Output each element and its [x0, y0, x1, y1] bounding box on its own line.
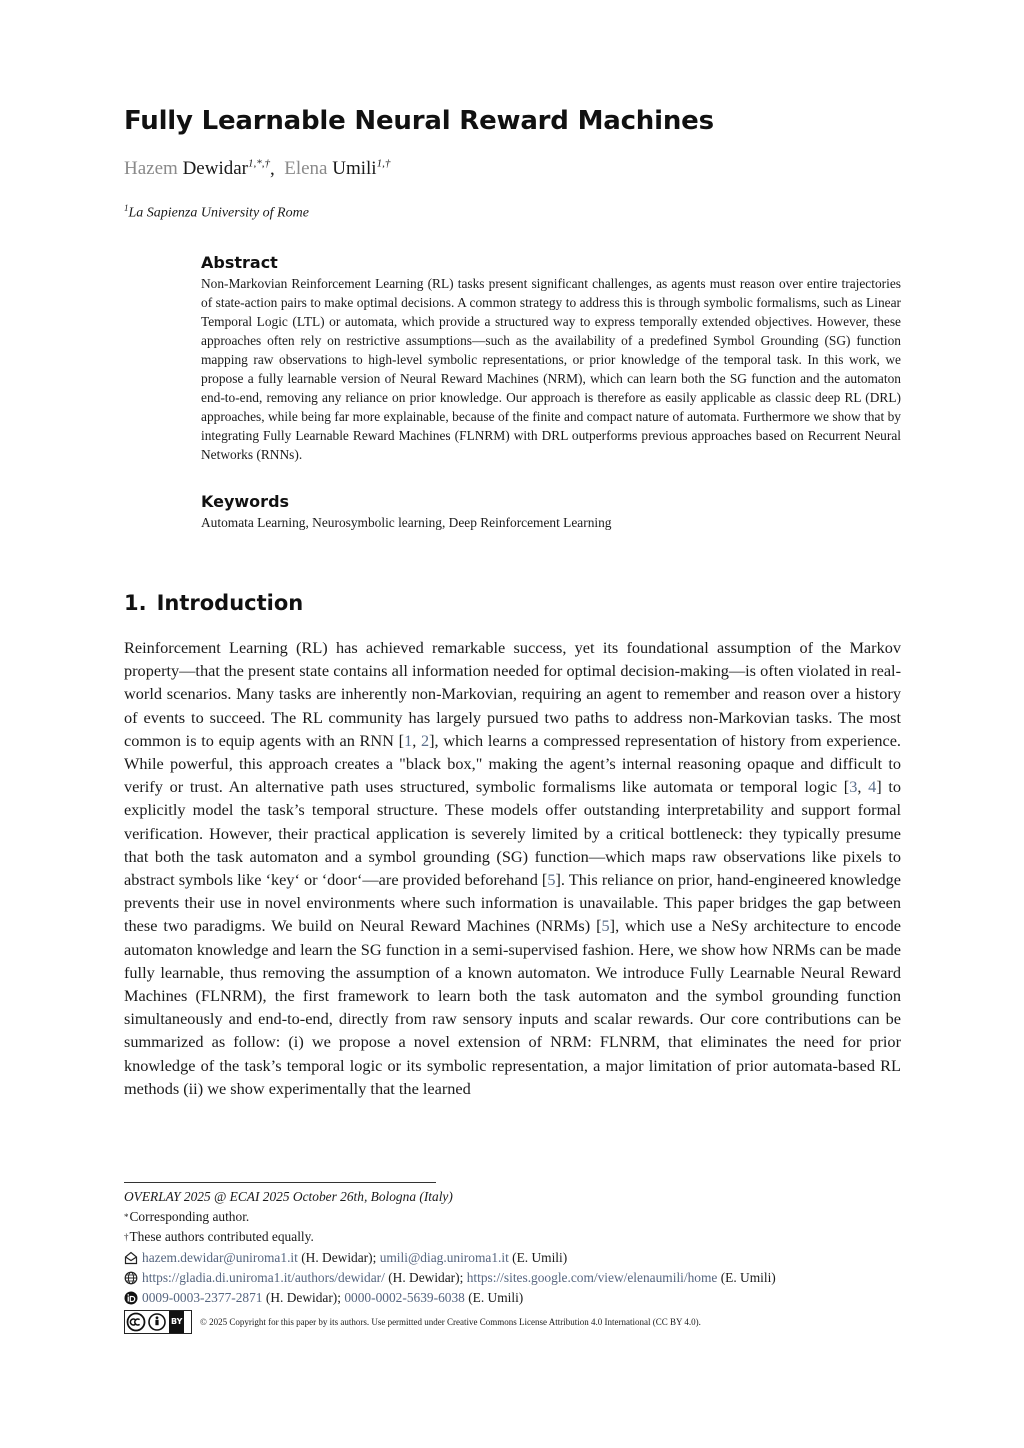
globe-icon: [124, 1271, 138, 1285]
orcid-link[interactable]: 0009-0003-2377-2871: [142, 1290, 263, 1306]
section-number: 1.: [124, 591, 147, 615]
equal-contribution-note: [124, 1227, 904, 1247]
license-row: [124, 1310, 904, 1334]
citation-link[interactable]: 5: [547, 870, 556, 890]
author-marks: 1,†: [376, 158, 391, 170]
abstract-heading: Abstract: [201, 253, 278, 272]
cc-by-badge-icon: [124, 1310, 192, 1334]
email-row: [124, 1248, 904, 1268]
abstract-section: [201, 253, 901, 464]
citation-link[interactable]: 5: [601, 916, 610, 936]
introduction-paragraph: [124, 636, 901, 1100]
citation-link[interactable]: 4: [868, 777, 877, 797]
email-link[interactable]: hazem.dewidar@uniroma1.it: [142, 1249, 298, 1265]
citation-link[interactable]: 3: [849, 777, 858, 797]
cc-logo-icon: [125, 1311, 169, 1333]
corresponding-text: Corresponding author.: [129, 1209, 250, 1225]
author-marks: 1,*,†: [247, 158, 270, 170]
intro-text: ,: [412, 730, 421, 750]
paper-title: Fully Learnable Neural Reward Machines: [124, 106, 714, 136]
orcid-icon: [124, 1291, 138, 1305]
author-list: [124, 158, 390, 180]
intro-text: ,: [857, 777, 869, 797]
cc-by-label: BY: [169, 1311, 184, 1333]
homepage-link[interactable]: https://sites.google.com/view/elenaumili/home: [466, 1269, 718, 1285]
email-owner: (H. Dewidar);: [301, 1249, 377, 1265]
author-separator: ,: [269, 158, 275, 180]
keywords-heading: Keywords: [201, 492, 290, 511]
affiliation: [124, 203, 309, 222]
intro-text: Reinforcement Learning (RL) has achieved remarkable success, yet its foundational assumption of the Markov property—that the present state contains all information needed for optimal decision-making—is often violated in real-world scenarios. Many tasks are inherently non-Markovian, requiring an agent to remember and reason over a history of events to succeed. The RL community has largely pursued two paths to address non-Markovian tasks. The most common is to equip agents with an RNN [: [124, 638, 901, 750]
citation-link[interactable]: 2: [420, 730, 430, 750]
equal-text: These authors contributed equally.: [129, 1229, 314, 1245]
author-1: [124, 158, 270, 179]
footnote-divider: [124, 1182, 436, 1183]
citation-link[interactable]: 1: [404, 730, 413, 750]
email-link[interactable]: umili@diag.uniroma1.it: [379, 1249, 509, 1265]
email-owner: (E. Umili): [512, 1249, 568, 1265]
author-family-name: Umili: [332, 158, 377, 180]
author-family-name: Dewidar: [182, 158, 248, 180]
keywords-section: [201, 492, 901, 532]
abstract-text: Non-Markovian Reinforcement Learning (RL) tasks present significant challenges, as agents must reason over entire trajectories of state-action pairs to make optimal decisions. A common strategy to address this is through symbolic formalisms, such as Linear Temporal Logic (LTL) or automata, which provide a structured way to express temporally extended objectives. However, these approaches often rely on restrictive assumptions—such as the availability of a predefined Symbol Grounding (SG) function mapping raw observations to high-level symbolic representations, or prior knowledge of the temporal task. In this work, we propose a fully learnable version of Neural Reward Machines (NRM), which can learn both the SG function and the automaton end-to-end, removing any reliance on prior knowledge. Our approach is therefore as easily applicable as classic deep RL (DRL) approaches, while being far more explainable, because of the finite and compact nature of automata. Furthermore we show that by integrating Fully Learnable Reward Machines (FLNRM) with DRL outperforms previous approaches based on Recurrent Neural Networks (RNNs).: [201, 276, 901, 462]
license-text: © 2025 Copyright for this paper by its authors. Use permitted under Creative Commons License Attribution 4.0 International (CC BY 4.0).: [200, 1317, 701, 1328]
intro-text: ], which learns a compressed representation of history from experience. While powerful, this approach creates a "black box," making the agent’s internal reasoning opaque and difficult to verify or trust. An alternative path uses structured, symbolic formalisms like automata or temporal logic [: [124, 730, 901, 797]
author-given-name: Elena: [284, 158, 328, 180]
orcid-owner: (E. Umili): [468, 1290, 524, 1306]
intro-text: ], which use a NeSy architecture to encode automaton knowledge and learn the SG function in a semi-supervised fashion. Here, we show how NRMs can be made fully learnable, thus removing the assumption of a known automaton. We introduce Fully Learnable Neural Reward Machines (FLNRM), the first framework to learn both the task automaton and the symbol grounding function simultaneously and end-to-end, directly from raw sensory inputs and scalar rewards. Our core contributions can be summarized as follow: (i) we propose a novel extension of NRM: FLNRM, that eliminates the need for prior knowledge of the task’s temporal logic or its symbolic representation, a major limitation of prior automata-based RL methods (ii) we show experimentally that the learned: [124, 916, 901, 1098]
section-title: Introduction: [156, 591, 304, 615]
homepage-link[interactable]: https://gladia.di.uniroma1.it/authors/dewidar/: [142, 1269, 385, 1285]
footnote-mark: *: [124, 1212, 129, 1223]
url-owner: (E. Umili): [720, 1269, 776, 1285]
venue-note: OVERLAY 2025 @ ECAI 2025 October 26th, Bologna (Italy): [124, 1189, 453, 1204]
envelope-icon: [124, 1251, 138, 1265]
footnotes: [124, 1187, 904, 1334]
intro-text: ]. This reliance on prior, hand-engineered knowledge prevents their use in novel environments where such information is unavailable. This paper bridges the gap between these two paradigms. We build on Neural Reward Machines (NRMs) [: [124, 870, 901, 936]
affiliation-mark: 1: [124, 203, 129, 213]
orcid-link[interactable]: 0000-0002-5639-6038: [344, 1290, 465, 1306]
author-given-name: Hazem: [124, 158, 178, 180]
url-owner: (H. Dewidar);: [388, 1269, 464, 1285]
url-row: [124, 1268, 904, 1288]
orcid-owner: (H. Dewidar);: [265, 1290, 341, 1306]
corresponding-note: [124, 1207, 904, 1227]
keywords-text: Automata Learning, Neurosymbolic learning, Deep Reinforcement Learning: [201, 515, 612, 530]
orcid-row: [124, 1288, 904, 1308]
footnote-mark: †: [124, 1232, 129, 1243]
author-2: [284, 158, 390, 179]
affiliation-name: La Sapienza University of Rome: [128, 205, 309, 221]
section-heading-introduction: [124, 591, 303, 615]
intro-text: ] to explicitly model the task’s temporal structure. These models offer outstanding interpretability and support formal verification. However, their practical application is severely limited by a critical bottleneck: they typically presume that both the task automaton and a symbol grounding (SG) function—which maps raw observations like pixels to abstract symbols like ‘key‘ or ‘door‘—are provided beforehand [: [124, 777, 902, 890]
